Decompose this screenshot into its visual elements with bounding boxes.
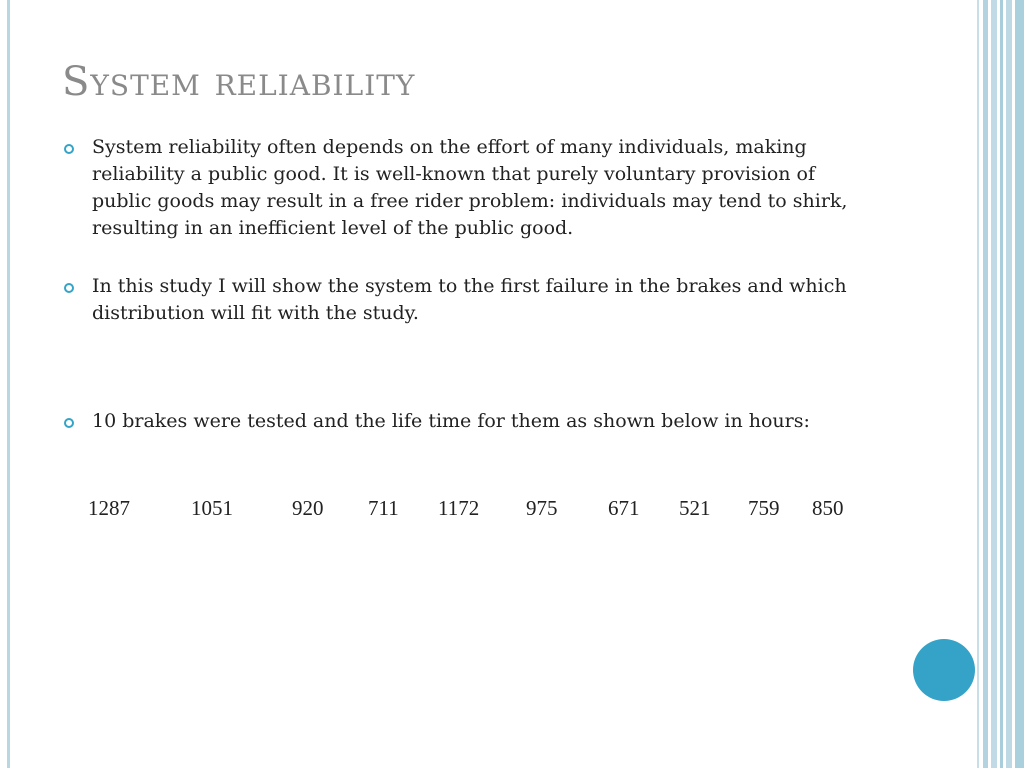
decor-stripe (991, 0, 997, 768)
lifetime-value: 759 (748, 496, 780, 520)
bullet-ring-icon (64, 283, 74, 293)
left-border-line (7, 0, 10, 768)
bullet-text: 10 brakes were tested and the life time for them as shown below in hours: (92, 410, 810, 432)
bullet-text: In this study I will show the system to the first failure in the brakes and which distribution will fit with the study. (92, 275, 847, 324)
decor-circle (913, 639, 975, 701)
bullet-ring-icon (64, 144, 74, 154)
bullet-ring-icon (64, 418, 74, 428)
decor-stripe (977, 0, 979, 768)
lifetime-value: 920 (292, 496, 324, 520)
lifetime-value: 671 (608, 496, 640, 520)
slide-title: System reliability (62, 59, 416, 105)
bullet-text: System reliability often depends on the effort of many individuals, making reliability a public good. It is well-known that purely voluntary provision of public goods may result in a free rider problem: individuals may tend to shirk, resulting in an inefficient level of the public good. (92, 136, 848, 239)
decor-stripe (1006, 0, 1012, 768)
bullet-item (62, 408, 862, 435)
lifetime-value: 975 (526, 496, 558, 520)
lifetime-value: 521 (679, 496, 711, 520)
bullet-list (62, 134, 862, 435)
lifetime-value: 711 (368, 496, 399, 520)
lifetime-value: 1287 (88, 496, 130, 520)
decor-stripe (1015, 0, 1024, 768)
lifetime-values-row (88, 495, 888, 522)
decor-stripe (1000, 0, 1003, 768)
lifetime-value: 1051 (191, 496, 233, 520)
lifetime-value: 850 (812, 496, 844, 520)
decor-stripe (983, 0, 988, 768)
bullet-item (62, 273, 862, 327)
lifetime-value: 1172 (438, 496, 480, 520)
bullet-item (62, 134, 862, 242)
